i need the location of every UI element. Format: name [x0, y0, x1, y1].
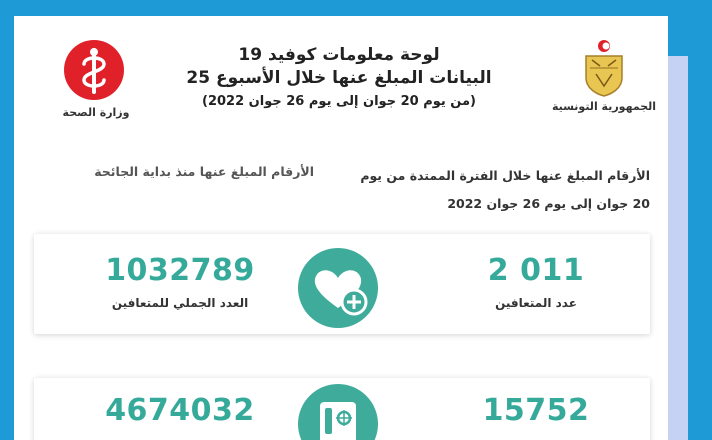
total-recoveries-stat [80, 252, 280, 310]
title-line-2: البيانات المبلغ عنها خلال الأسبوع 25 [186, 68, 492, 88]
weekly-tests-stat [436, 392, 636, 436]
title-line-3: (من يوم 20 جوان إلى يوم 26 جوان 2022) [202, 94, 476, 109]
heart-plus-icon [298, 248, 378, 328]
total-recoveries-label: العدد الجملي للمتعافين [111, 296, 249, 310]
total-tests-stat [80, 392, 280, 436]
total-tests-value: 4674032 [105, 393, 255, 428]
recoveries-card [34, 234, 650, 334]
dashboard-page [14, 16, 668, 440]
weekly-period-label [344, 162, 650, 218]
weekly-recoveries-label: عدد المتعافين [495, 296, 577, 310]
total-recoveries-value: 1032789 [105, 253, 255, 288]
side-decoration-strip [668, 56, 688, 440]
weekly-tests-value: 15752 [482, 393, 590, 428]
lab-test-icon [298, 384, 378, 440]
weekly-recoveries-value: 2 011 [487, 253, 585, 288]
weekly-period-line-1: الأرقام المبلغ عنها خلال الفترة الممتدة من يوم [360, 168, 650, 183]
tunisia-coat-of-arms-icon [582, 38, 626, 98]
weekly-period-line-2: 20 جوان إلى يوم 26 جوان 2022 [447, 196, 650, 211]
republic-label: الجمهورية التونسية [551, 100, 657, 113]
weekly-recoveries-stat [436, 252, 636, 310]
cumulative-period-label: الأرقام المبلغ عنها منذ بداية الجائحة [94, 164, 314, 179]
tests-card [34, 378, 650, 440]
title-line-1: لوحة معلومات كوفيد 19 [238, 45, 440, 65]
dashboard-title [134, 44, 544, 114]
ministry-label: وزارة الصحة [62, 106, 130, 119]
ministry-of-health-logo-icon [62, 38, 126, 102]
